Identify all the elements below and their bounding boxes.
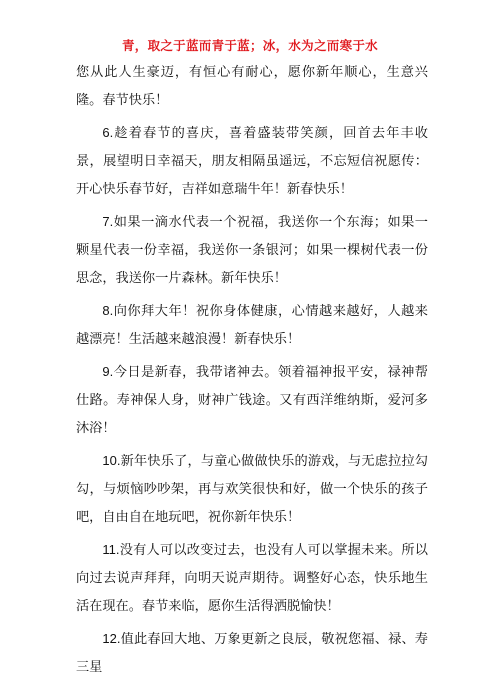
paragraph-text: 如果一滴水代表一个祝福，我送你一个东海；如果一颗星代表一份幸福，我送你一条银河；如果一棵树代表一份思念，我送你一片森林。新年快乐！ [76,215,428,286]
paragraph-9 [76,358,428,443]
paragraph-text: 今日是新春，我带诸神去。领着福神报平安，禄神帮仕路。寿神保人身，财神广钱途。又有西洋维纳斯，爱河多沐浴！ [76,365,428,436]
paragraph-text: 您从此人生豪迈，有恒心有耐心，愿你新年顺心，生意兴隆。春节快乐！ [76,65,428,108]
page-heading: 青，取之于蓝而青于蓝；冰，水为之而寒于水 [121,38,378,53]
paragraph-number: 9. [102,364,114,379]
paragraph-number: 10. [102,453,121,468]
paragraph-10 [76,447,428,532]
paragraph-6 [76,119,428,204]
paragraph-text: 值此春回大地、万象更新之良辰，敬祝您福、禄、寿三星 [76,632,428,675]
paragraph-8 [76,297,428,354]
paragraph-number: 7. [102,214,114,229]
document-body [76,58,428,686]
paragraph-text: 新年快乐了，与童心做做快乐的游戏，与无虑拉拉勾勾，与烦恼吵吵架，再与欢笑很快和好，做一个快乐的孩子吧，自由自在地玩吧，祝你新年快乐！ [76,454,428,525]
paragraph-number: 11. [102,542,120,557]
paragraph-number: 12. [102,631,121,646]
paragraph-text: 向你拜大年！祝你身体健康，心情越来越好，人越来越漂亮！生活越来越浪漫！新春快乐！ [76,304,428,347]
paragraph-continued [76,58,428,115]
paragraph-text: 趁着春节的喜庆，喜着盛装带笑颜，回首去年丰收景，展望明日幸福天，朋友相隔虽遥远，不忘短信祝愿传：开心快乐春节好，吉祥如意瑞牛年！新春快乐！ [76,126,428,197]
paragraph-12 [76,625,428,682]
paragraph-number: 6. [102,125,114,140]
paragraph-number: 8. [102,303,114,318]
paragraph-11 [76,536,428,621]
paragraph-text: 没有人可以改变过去，也没有人可以掌握未来。所以向过去说声拜拜，向明天说声期待。调整好心态，快乐地生活在现在。春节来临，愿你生活得洒脱愉快！ [76,543,428,614]
paragraph-7 [76,208,428,293]
